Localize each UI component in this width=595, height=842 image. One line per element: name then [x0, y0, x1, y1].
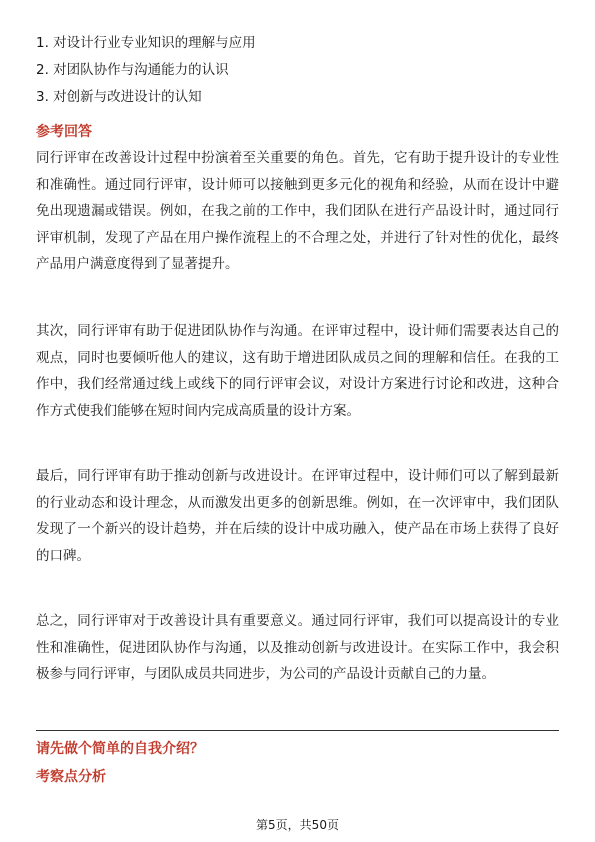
list-item: 3. 对创新与改进设计的认知: [36, 89, 202, 105]
answer-heading: 参考回答: [36, 124, 92, 140]
paragraph-3: 最后，同行评审有助于推动创新与改进设计。在评审过程中，设计师们可以了解到最新的行业动态和设计理念，从而激发出更多的创新思维。例如，在一次评审中，我们团队发现了一个新兴的设计趋势，并在后续的设计中成功融入，使产品在市场上获得了良好的口碑。: [36, 468, 559, 564]
paragraph-2: 其次，同行评审有助于促进团队协作与沟通。在评审过程中，设计师们需要表达自己的观点，同时也要倾听他人的建议，这有助于增进团队成员之间的理解和信任。在我的工作中，我们经常通过线上或线下的同行评审会议，对设计方案进行讨论和改进，这种合作方式使我们能够在短时间内完成高质量的设计方案。: [36, 323, 559, 419]
analysis-heading: 考察点分析: [36, 769, 106, 785]
next-question-heading: 请先做个简单的自我介绍？: [36, 741, 204, 757]
key-points-list: [36, 30, 566, 111]
page-footer: 第5页，共50页: [256, 818, 339, 832]
list-item: 1. 对设计行业专业知识的理解与应用: [36, 35, 256, 51]
paragraph-1: 同行评审在改善设计过程中扮演着至关重要的角色。首先，它有助于提升设计的专业性和准确性。通过同行评审，设计师可以接触到更多元化的视角和经验，从而在设计中避免出现遗漏或错误。例如，在我之前的工作中，我们团队在进行产品设计时，通过同行评审机制，发现了产品在用户操作流程上的不合理之处，并进行了针对性的优化，最终产品用户满意度得到了显著提升。: [36, 150, 559, 273]
paragraph-4: 总之，同行评审对于改善设计具有重要意义。通过同行评审，我们可以提高设计的专业性和准确性，促进团队协作与沟通，以及推动创新与改进设计。在实际工作中，我会积极参与同行评审，与团队成员共同进步，为公司的产品设计贡献自己的力量。: [36, 613, 559, 683]
section-divider: [36, 730, 559, 731]
list-item: 2. 对团队协作与沟通能力的认识: [36, 62, 229, 78]
